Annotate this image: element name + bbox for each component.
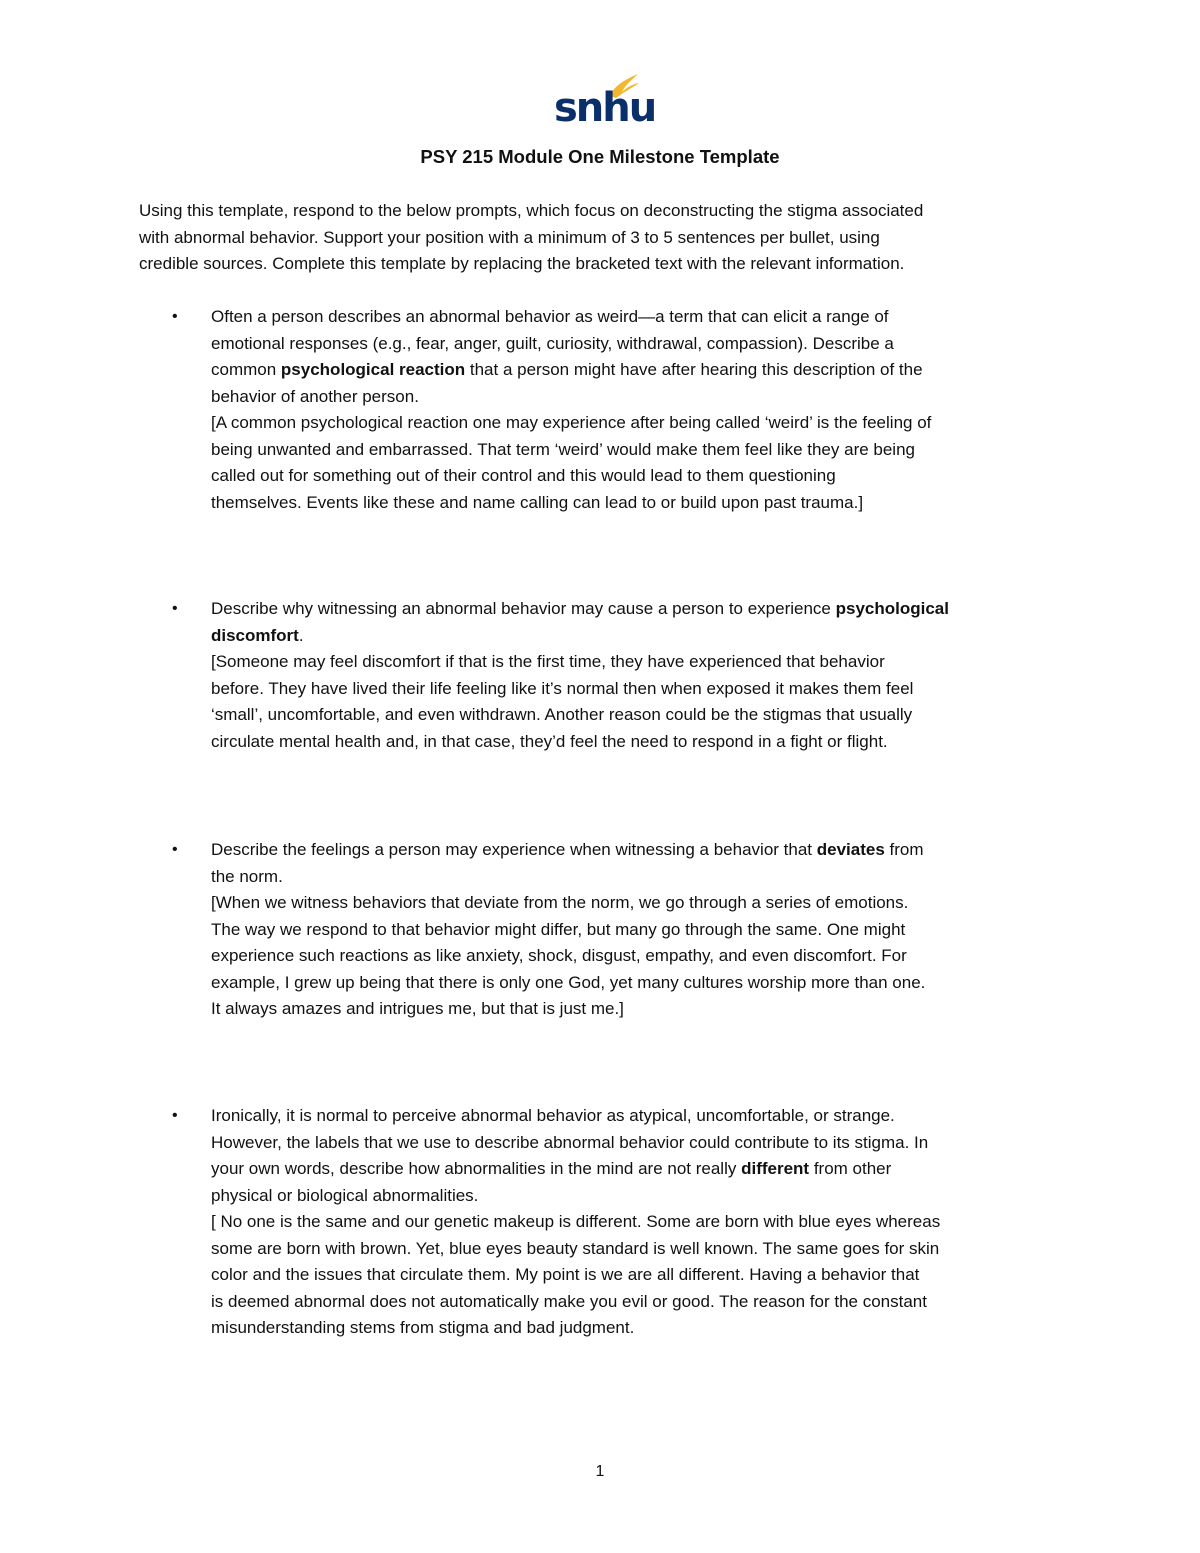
prompt-line	[211, 864, 1071, 891]
text-run: Describe why witnessing an abnormal behavior may cause a person to experience	[211, 599, 836, 618]
prompt-line	[211, 676, 1071, 703]
text-run: [When we witness behaviors that deviate from the norm, we go through a series of emotions.	[211, 893, 909, 912]
bold-keyword: deviates	[816, 840, 885, 859]
prompt-line	[211, 623, 1071, 650]
prompt-line	[211, 384, 1071, 411]
prompt-line	[211, 1209, 1071, 1236]
bold-keyword: psychological reaction	[280, 360, 466, 379]
prompt-line	[211, 837, 1071, 864]
intro-line: Using this template, respond to the below prompts, which focus on deconstructing the stigma associated	[139, 201, 924, 220]
prompt-line	[211, 596, 1071, 623]
text-run: [ No one is the same and our genetic makeup is different. Some are born with blue eyes whereas	[211, 1212, 941, 1231]
text-run: color and the issues that circulate them. My point is we are all different. Having a behavior that	[211, 1265, 920, 1284]
intro-line: with abnormal behavior. Support your position with a minimum of 3 to 5 sentences per bullet, using	[139, 227, 880, 247]
prompt-line	[211, 729, 1071, 756]
prompt-line	[211, 1103, 1071, 1130]
bold-keyword: psychological	[835, 599, 949, 618]
prompt-line	[211, 357, 1071, 384]
prompt-line	[211, 437, 1071, 464]
prompt-line	[211, 1262, 1071, 1289]
text-run: physical or biological abnormalities.	[211, 1185, 479, 1205]
text-run: It always amazes and intrigues me, but that is just me.]	[211, 999, 624, 1018]
text-run: Often a person describes an abnormal behavior as weird—a term that can elicit a range of	[211, 307, 889, 326]
text-run: Ironically, it is normal to perceive abnormal behavior as atypical, uncomfortable, or strange.	[211, 1106, 895, 1125]
prompt-line	[211, 410, 1071, 437]
text-run: the norm.	[211, 866, 283, 886]
text-run: misunderstanding stems from stigma and bad judgment.	[211, 1318, 635, 1337]
prompt-line	[211, 649, 1071, 676]
bold-keyword: discomfort	[211, 625, 299, 645]
prompt-text	[211, 596, 1071, 755]
bullet-icon: •	[172, 600, 178, 617]
prompt-text	[211, 837, 1071, 1023]
bold-keyword: different	[741, 1159, 810, 1178]
prompt-line	[211, 1315, 1071, 1342]
text-run: [A common psychological reaction one may experience after being called ‘weird’ is the feeling of	[211, 413, 932, 432]
intro-paragraph	[139, 198, 1069, 278]
prompt-line	[211, 1156, 1071, 1183]
text-run: .	[298, 625, 304, 645]
text-run: called out for something out of their control and this would lead to them questioning	[211, 466, 836, 485]
prompt-line	[211, 917, 1071, 944]
text-run: that a person might have after hearing this description of the	[465, 360, 923, 379]
prompt-line	[211, 490, 1071, 517]
bullet-icon: •	[172, 308, 178, 325]
text-run: from other	[809, 1159, 892, 1178]
text-run: circulate mental health and, in that case, they’d feel the need to respond in a fight or flight.	[211, 731, 888, 751]
text-run: experience such reactions as like anxiety, shock, disgust, empathy, and even discomfort. For	[211, 946, 907, 965]
prompt-line	[211, 1130, 1071, 1157]
text-run: your own words, describe how abnormalities in the mind are not really	[211, 1159, 742, 1178]
document-title: PSY 215 Module One Milestone Template	[420, 146, 780, 167]
prompt-line	[211, 304, 1071, 331]
prompt-line	[211, 1183, 1071, 1210]
prompt-line	[211, 996, 1071, 1023]
prompt-line	[211, 1236, 1071, 1263]
text-run: being unwanted and embarrassed. That term ‘weird’ would make them feel like they are being	[211, 439, 915, 459]
prompt-text	[211, 304, 1071, 516]
text-run: common	[211, 360, 281, 379]
text-run: [Someone may feel discomfort if that is the first time, they have experienced that behavior	[211, 652, 885, 671]
page-number: 1	[595, 1463, 605, 1480]
prompt-line	[211, 1289, 1071, 1316]
text-run: example, I grew up being that there is only one God, yet many cultures worship more than one.	[211, 972, 926, 992]
intro-line: credible sources. Complete this template by replacing the bracketed text with the relevant information.	[139, 254, 905, 273]
text-run: before. They have lived their life feeling like it’s normal then when exposed it makes them feel	[211, 678, 914, 698]
bullet-icon: •	[172, 1107, 178, 1124]
text-run: is deemed abnormal does not automatically make you evil or good. The reason for the constant	[211, 1291, 927, 1311]
text-run: The way we respond to that behavior might differ, but many go through the same. One might	[211, 919, 906, 939]
logo-wordmark: snhu	[554, 85, 656, 131]
prompt-line	[211, 890, 1071, 917]
prompt-line	[211, 463, 1071, 490]
text-run: some are born with brown. Yet, blue eyes beauty standard is well known. The same goes for skin	[211, 1238, 940, 1258]
bullet-icon: •	[172, 841, 178, 858]
text-run: behavior of another person.	[211, 386, 419, 406]
prompt-line	[211, 943, 1071, 970]
text-run: However, the labels that we use to describe abnormal behavior could contribute to its stigma. In	[211, 1132, 929, 1152]
text-run: themselves. Events like these and name calling can lead to or build upon past trauma.]	[211, 492, 864, 512]
text-run: Describe the feelings a person may experience when witnessing a behavior that	[211, 840, 817, 859]
prompt-line	[211, 970, 1071, 997]
text-run: emotional responses (e.g., fear, anger, guilt, curiosity, withdrawal, compassion). Describe a	[211, 333, 894, 353]
snhu-logo	[554, 72, 656, 132]
prompt-line	[211, 331, 1071, 358]
text-run: from	[884, 840, 924, 859]
prompt-text	[211, 1103, 1071, 1342]
prompt-line	[211, 702, 1071, 729]
text-run: ‘small’, uncomfortable, and even withdrawn. Another reason could be the stigmas that usually	[211, 705, 913, 724]
